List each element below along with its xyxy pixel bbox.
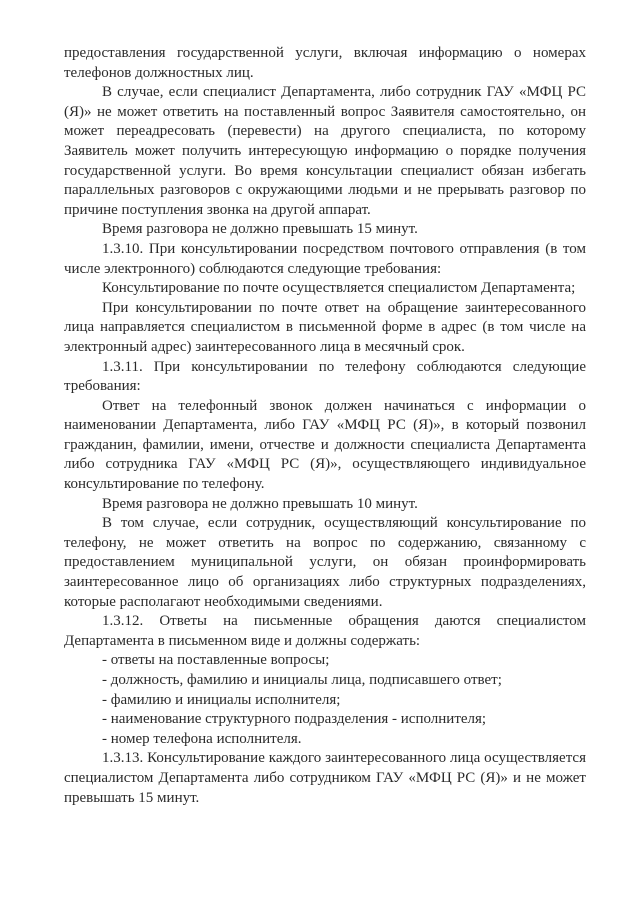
paragraph-7: 1.3.11. При консультировании по телефону соблюдаются следующие требования: [64,358,586,395]
paragraph-4: 1.3.10. При консультировании посредством почтового отправления (в том числе электронного) соблюдаются следующие требования: [64,240,586,277]
list-item: - фамилию и инициалы исполнителя; [102,691,341,708]
paragraph-10: В том случае, если сотрудник, осуществляющий консультирование по телефону, не может ответить на вопрос по содержанию, связанному с предоставлением муниципальной услуги, он обязан проинформировать заинтересованное лицо об организациях либо структурных подразделениях, которые располагают необходимыми сведениями. [64,515,586,610]
paragraph-5: Консультирование по почте осуществляется специалистом Департамента; [102,280,576,297]
paragraph-6: При консультировании по почте ответ на обращение заинтересованного лица направляется специалистом в письменной форме в адрес (в том числе на электронный адрес) заинтересованного лица в месячный срок. [64,299,586,355]
final-paragraph: 1.3.13. Консультирование каждого заинтересованного лица осуществляется специалистом Департамента либо сотрудником ГАУ «МФЦ РС (Я)» и не может превышать 15 минут. [64,750,586,806]
paragraph-2: В случае, если специалист Департамента, либо сотрудник ГАУ «МФЦ РС (Я)» не может ответить на поставленный вопрос Заявителя самостоятельно, он может переадресовать (перевести) на другого специалиста, по которому Заявитель может получить интересующую информацию о порядке получения государственной услуги. Во время консультации специалист обязан избегать параллельных разговоров с окружающими людьми и не прерывать разговор по причине поступления звонка на другой аппарат. [64,84,586,218]
paragraph-1: предоставления государственной услуги, включая информацию о номерах телефонов должностных лиц. [64,45,586,81]
list-item: - номер телефона исполнителя. [102,730,302,747]
paragraph-8: Ответ на телефонный звонок должен начинаться с информации о наименовании Департамента, либо ГАУ «МФЦ РС (Я)», в который позвонил гражданин, фамилии, имени, отчестве и должности специалиста Департамента либо сотрудника ГАУ «МФЦ РС (Я)», осуществляющего индивидуальное консультирование по телефону. [64,397,586,493]
paragraph-9: Время разговора не должно превышать 10 минут. [102,495,418,512]
list-item: - ответы на поставленные вопросы; [102,652,330,669]
list-item: - должность, фамилию и инициалы лица, подписавшего ответ; [102,672,502,688]
document-body [64,44,586,808]
paragraph-3: Время разговора не должно превышать 15 минут. [102,221,418,238]
list-item: - наименование структурного подразделения - исполнителя; [102,711,487,728]
paragraph-11: 1.3.12. Ответы на письменные обращения даются специалистом Департамента в письменном виде и должны содержать: [64,613,586,649]
